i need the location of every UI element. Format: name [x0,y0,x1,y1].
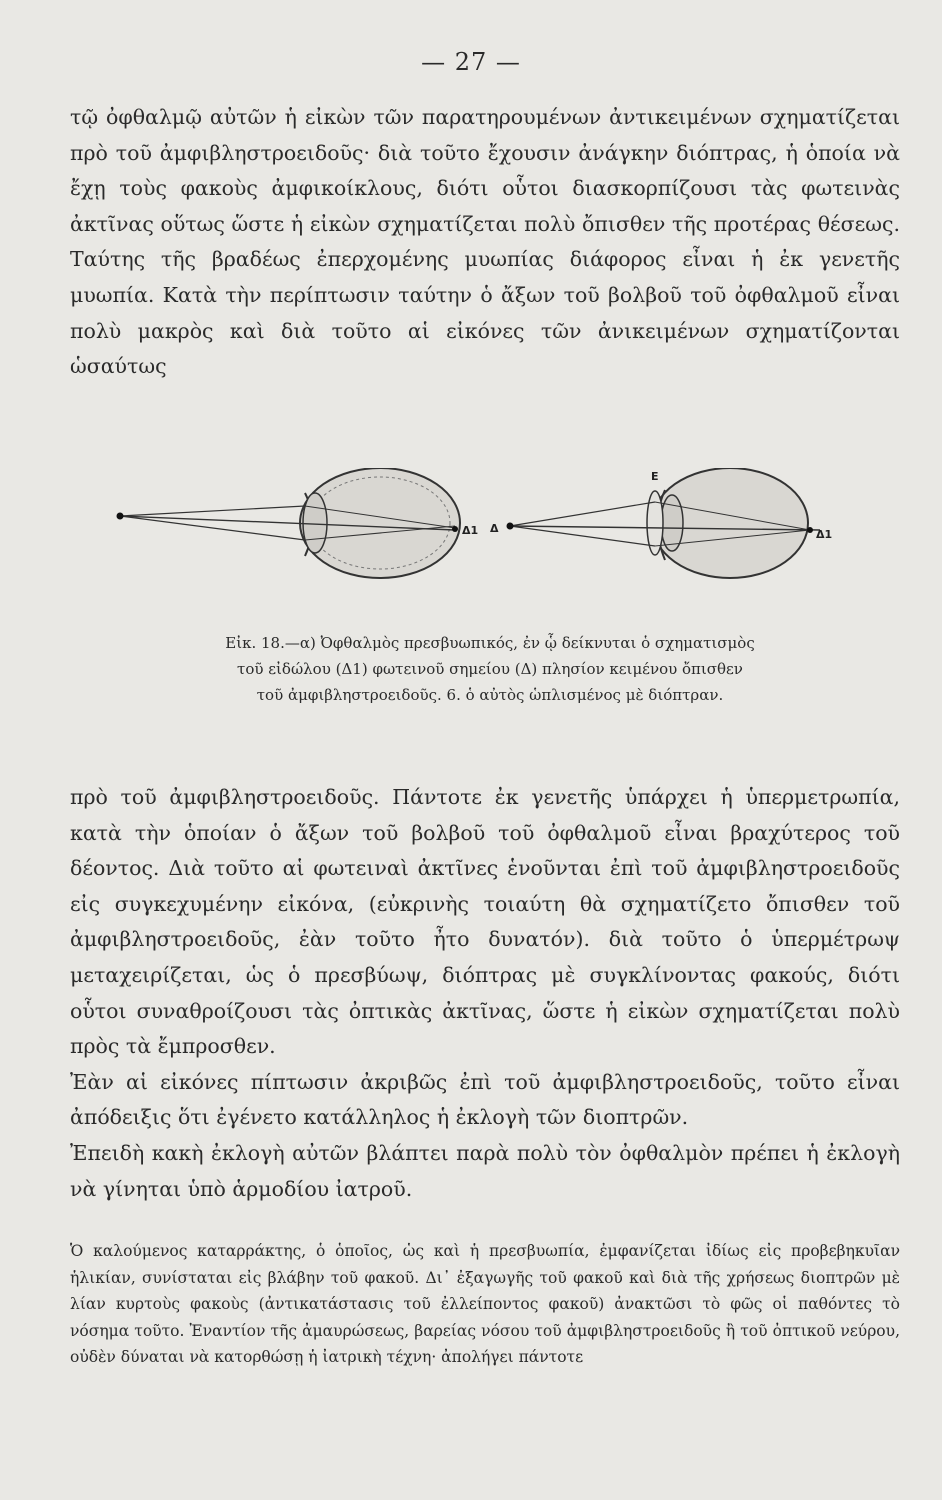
label-delta-right: Δ [490,522,499,535]
figure-caption [100,630,880,708]
paragraph-myopia: τῷ ὀφθαλμῷ αὐτῶν ἡ εἰκὼν τῶν παρατηρουμένων ἀντικειμένων σχηματίζεται πρὸ τοῦ ἀμφιβληστροειδοῦς· διὰ τοῦτο ἔχουσιν ἀνάγκην διόπτρας, ἡ ὁποία νὰ ἔχῃ τοὺς φακοὺς ἀμφικοίκλους, διότι οὗτοι διασκορπίζουσι τὰς φωτεινὰς ἀκτῖνας οὕτως ὥστε ἡ εἰκὼν σχηματίζεται πολὺ ὄπισθεν τῆς προτέρας θέσεως. Ταύτης τῆς βραδέως ἐπερχομένης μυωπίας διάφορος εἶναι ἡ ἐκ γενετῆς μυωπία. Κατὰ τὴν περίπτωσιν ταύτην ὁ ἄξων τοῦ βολβοῦ τοῦ ὀφθαλμοῦ εἶναι πολὺ μακρὸς καὶ διὰ τοῦτο αἱ εἰκόνες τῶν ἀνικειμένων σχηματίζονται ὡσαύτως [70,105,900,379]
label-delta1-right: Δ1 [816,528,833,541]
right-eye-illustration [507,468,821,578]
footnote-text: Ὁ καλούμενος καταρράκτης, ὁ ὁποῖος, ὡς καὶ ἡ πρεσβυωπία, ἐμφανίζεται ἰδίως εἰς προβεβηκυῖαν ἡλικίαν, συνίσταται εἰς βλάβην τοῦ φακοῦ. Δι᾽ ἐξαγωγῆς τοῦ φακοῦ καὶ διὰ τῆς χρήσεως διοπτρῶν μὲ λίαν κυρτοὺς φακοὺς (ἀντικατάστασις τοῦ ἐλλείποντος φακοῦ) ἀνακτῶσι τὸ φῶς οἱ παθόντες τὸ νόσημα τοῦτο. Ἐναντίον τῆς ἀμαυρώσεως, βαρείας νόσου τοῦ ἀμφιβληστροειδοῦς ἢ τοῦ ὀπτικοῦ νεύρου, οὐδὲν δύναται νὰ κατορθώσῃ ἡ ἰατρικὴ τέχνη· ἀπολήγει πάντοτε [70,1242,900,1366]
eye-figure [110,468,840,588]
label-e: E [651,470,659,483]
left-eye-illustration [117,468,461,578]
caption-line-3: τοῦ ἀμφιβληστροειδοῦς. 6. ὁ αὐτὸς ὡπλισμένος μὲ διόπτραν. [256,686,724,704]
paragraph-correct-lenses: Ἐὰν αἱ εἰκόνες πίπτωσιν ἀκριβῶς ἐπὶ τοῦ ἀμφιβληστροειδοῦς, τοῦτο εἶναι ἀπόδειξις ὅτι ἐγένετο κατάλληλος ἡ ἐκλογὴ τῶν διοπτρῶν. [70,1069,900,1130]
text-block-bottom [70,780,900,1207]
label-delta1-left: Δ1 [462,524,479,537]
paragraph-hypermetropia: πρὸ τοῦ ἀμφιβληστροειδοῦς. Πάντοτε ἐκ γενετῆς ὑπάρχει ἡ ὑπερμετρωπία, κατὰ τὴν ὁποίαν ὁ ἄξων τοῦ βολβοῦ τοῦ ὀφθαλμοῦ εἶναι βραχύτερος τοῦ δέοντος. Διὰ τοῦτο αἱ φωτειναὶ ἀκτῖνες ἑνοῦνται ἐπὶ τοῦ ἀμφιβληστροειδοῦς εἰς συγκεχυμένην εἰκόνα, (εὐκρινὴς τοιαύτη θὰ σχηματίζετο ὄπισθεν τοῦ ἀμφιβληστροειδοῦς, ἐὰν τοῦτο ἦτο δυνατόν). διὰ τοῦτο ὁ ὑπερμέτρωψ μεταχειρίζεται, ὡς ὁ πρεσβύωψ, διόπτρας μὲ συγκλίνοντας φακούς, διότι οὗτοι συναθροίζουσι τὰς ὀπτικὰς ἀκτῖνας, ὥστε ἡ εἰκὼν σχηματίζεται πολὺ πρὸς τὰ ἔμπροσθεν. [70,785,900,1059]
eye-diagram [110,468,840,588]
footnote-cataract [70,1238,900,1371]
text-block-top [70,100,900,385]
caption-line-1: Εἰκ. 18.—α) Ὀφθαλμὸς πρεσβυωπικός, ἐν ᾧ δείκνυται ὁ σχηματισμὸς [225,634,755,652]
page-number: — 27 — [421,48,521,76]
caption-line-2: τοῦ εἰδώλου (Δ1) φωτεινοῦ σημείου (Δ) πλησίον κειμένου ὄπισθεν [237,660,743,678]
paragraph-doctor-choice: Ἐπειδὴ κακὴ ἐκλογὴ αὐτῶν βλάπτει παρὰ πολὺ τὸν ὀφθαλμὸν πρέπει ἡ ἐκλογὴ νὰ γίνηται ὑπὸ ἁρμοδίου ἰατροῦ. [70,1140,900,1201]
